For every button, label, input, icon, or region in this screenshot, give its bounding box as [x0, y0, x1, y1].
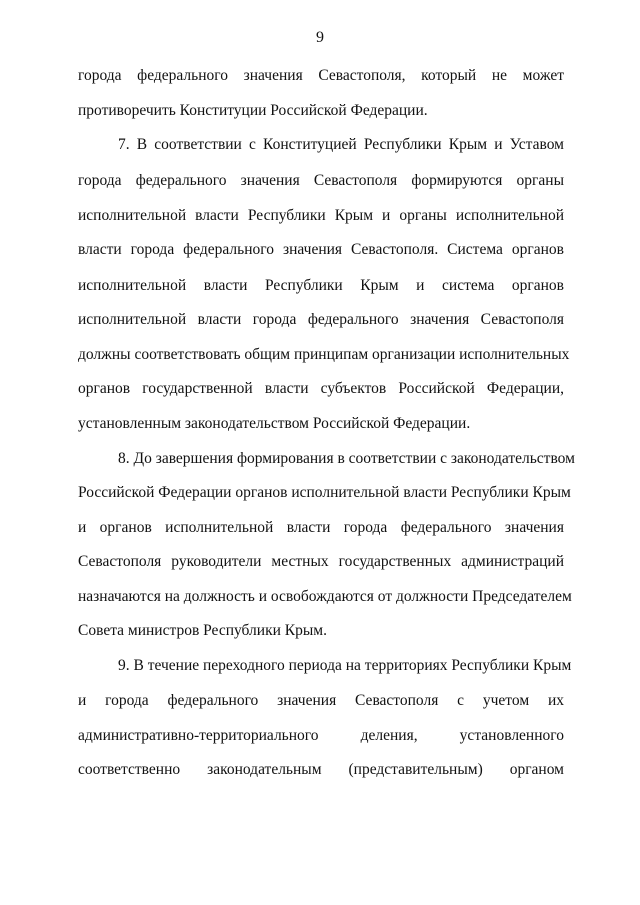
text-line: должны соответствовать общим принципам организации исполнительных [78, 346, 570, 363]
text-line: Российской Федерации органов исполнительной власти Республики Крым [78, 484, 571, 501]
text-line: власти города федерального значения Севастополя. Система органов [78, 241, 564, 258]
paragraph-8-first-line: 8. До завершения формирования в соответствии с законодательством [118, 450, 575, 467]
text-line: установленным законодательством Российской Федерации. [78, 415, 471, 432]
text-line: Севастополя руководители местных государственных администраций [78, 553, 564, 570]
text-line: города федерального значения Севастополя, который не может [78, 67, 564, 84]
text-line: и органов исполнительной власти города федерального значения [78, 519, 564, 536]
text-line: исполнительной власти Республики Крым и органы исполнительной [78, 207, 564, 224]
text-line: соответственно законодательным (представительным) органом [78, 761, 564, 778]
text-line: и города федерального значения Севастополя с учетом их [78, 692, 564, 709]
page-number: 9 [316, 29, 324, 46]
text-line: исполнительной власти города федерального значения Севастополя [78, 311, 564, 328]
text-line: административно-территориального деления, установленного [78, 727, 564, 744]
text-line: назначаются на должность и освобождаются от должности Председателем [78, 588, 572, 605]
paragraph-7-first-line: 7. В соответствии с Конституцией Республики Крым и Уставом [118, 136, 564, 153]
text-line: Совета министров Республики Крым. [78, 622, 327, 639]
text-line: противоречить Конституции Российской Федерации. [78, 102, 428, 119]
text-line: органов государственной власти субъектов Российской Федерации, [78, 380, 564, 397]
text-line: города федерального значения Севастополя формируются органы [78, 172, 564, 189]
paragraph-9-first-line: 9. В течение переходного периода на территориях Республики Крым [118, 657, 572, 674]
text-line: исполнительной власти Республики Крым и система органов [78, 277, 564, 294]
